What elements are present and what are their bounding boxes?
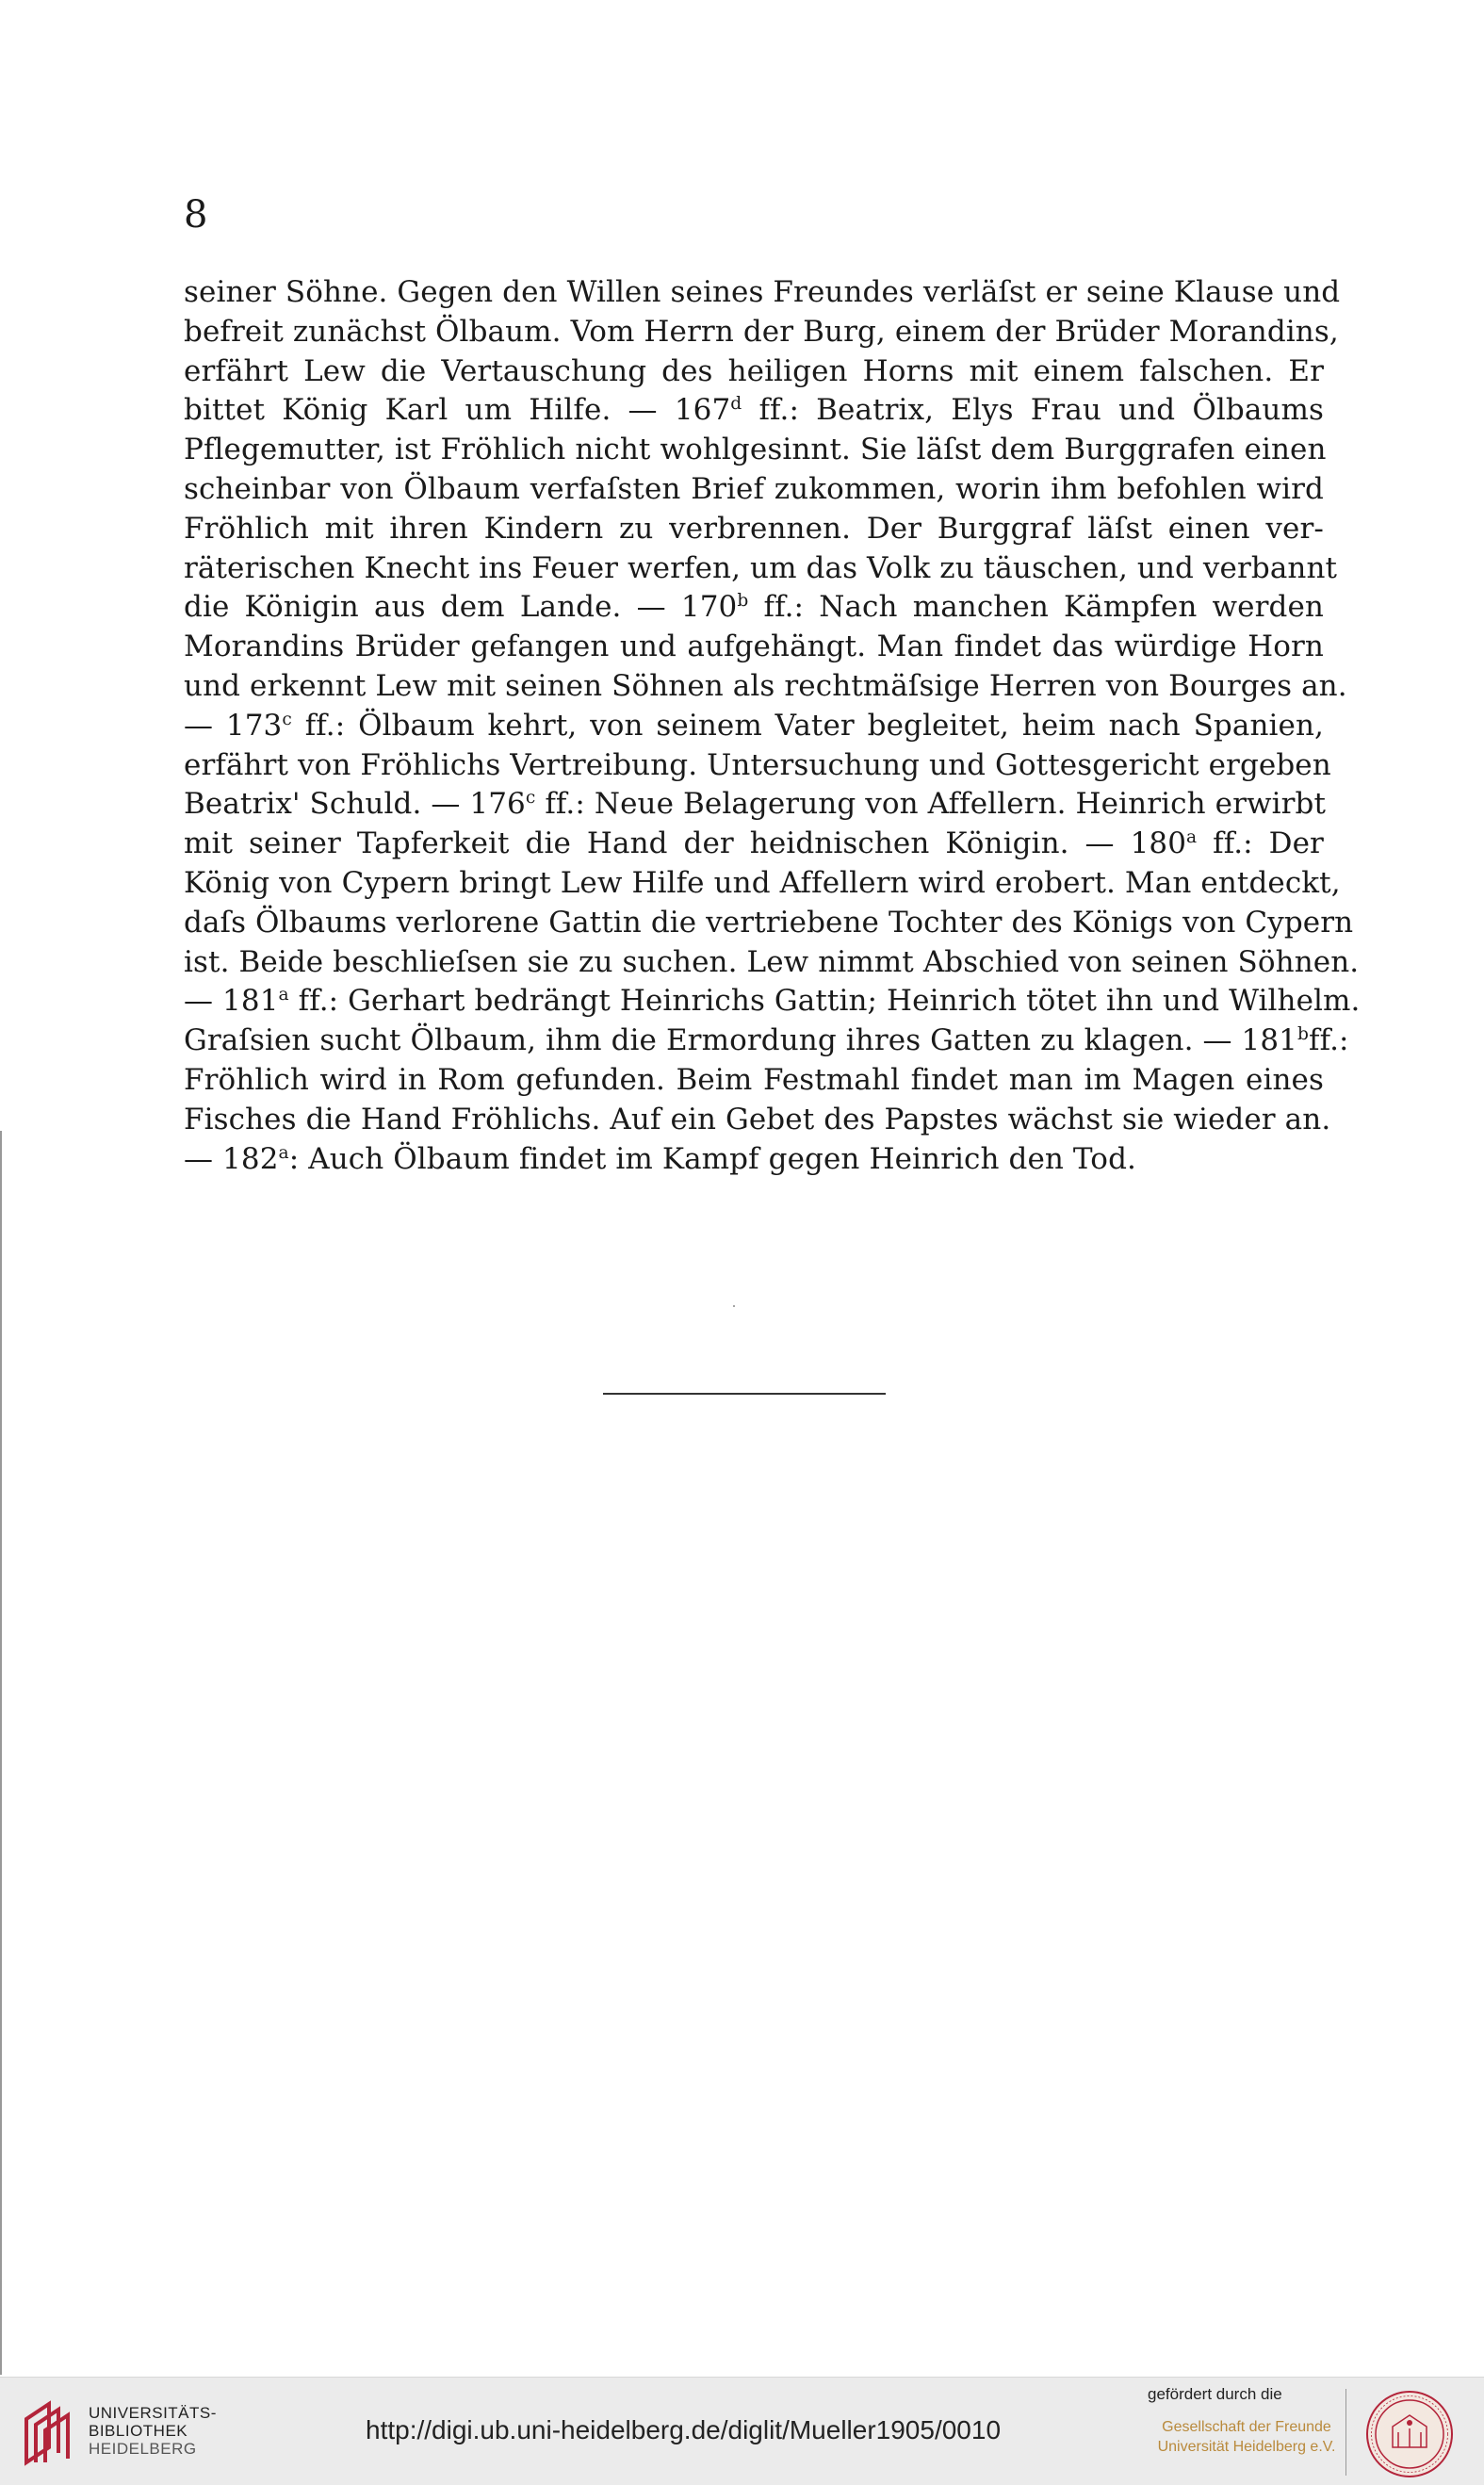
- footer-bar: [0, 2377, 1484, 2485]
- text-line: [184, 746, 1331, 786]
- text-line: [184, 707, 1324, 746]
- superscript: c: [525, 788, 536, 809]
- text-line: [184, 470, 1324, 510]
- text-line: [184, 667, 1347, 707]
- text-segment: scheinbar von Ölbaum verfaſsten Brief zukommen, worin ihm befohlen wird: [184, 471, 1324, 506]
- text-segment: befreit zunächst Ölbaum. Vom Herrn der Burg, einem der Brüder Morandins,: [184, 314, 1339, 349]
- sponsor-block[interactable]: [1148, 2385, 1345, 2457]
- superscript: d: [730, 394, 742, 415]
- text-line: [184, 352, 1324, 392]
- text-segment: ff.:: [1309, 1023, 1349, 1058]
- library-name-line3: HEIDELBERG: [89, 2440, 197, 2458]
- text-line: [184, 628, 1324, 667]
- text-segment: Fröhlich mit ihren Kindern zu verbrennen. Der Burggraf läſst einen ver-: [184, 511, 1324, 546]
- text-line: [184, 588, 1324, 628]
- text-segment: ist. Beide beschlieſsen sie zu suchen. Lew nimmt Abschied von seinen Söhnen.: [184, 944, 1360, 979]
- scan-edge: [0, 1131, 2, 2375]
- text-line: [184, 549, 1338, 589]
- text-line: [184, 864, 1341, 904]
- text-line: [184, 273, 1341, 313]
- text-segment: ff.: Neue Belagerung von Affellern. Heinrich erwirbt: [535, 787, 1327, 822]
- text-segment: ff.: Nach manchen Kämpfen werden: [748, 590, 1324, 625]
- text-segment: ff.: Der: [1197, 826, 1324, 861]
- text-line: [184, 943, 1360, 983]
- body-text: [184, 273, 1361, 1179]
- text-segment: räterischen Knecht ins Feuer werfen, um das Volk zu täuschen, und verbannt: [184, 550, 1338, 585]
- text-line: [184, 431, 1327, 470]
- text-segment: daſs Ölbaums verlorene Gattin die vertriebene Tochter des Königs von Cypern: [184, 905, 1354, 940]
- superscript: a: [278, 985, 289, 1005]
- text-line: [184, 391, 1324, 431]
- university-seal-icon[interactable]: [1364, 2389, 1455, 2479]
- text-line: [184, 785, 1327, 825]
- text-segment: die Königin aus dem Lande. — 170: [184, 590, 738, 625]
- text-segment: Pflegemutter, ist Fröhlich nicht wohlgesinnt. Sie läſst dem Burggrafen einen: [184, 433, 1327, 467]
- text-segment: — 182: [184, 1141, 279, 1176]
- ub-heidelberg-logo-icon[interactable]: [17, 2396, 77, 2466]
- permalink-url[interactable]: http://digi.ub.uni-heidelberg.de/diglit/Mueller1905/0010: [366, 2415, 1002, 2444]
- text-segment: seiner Söhne. Gegen den Willen seines Freundes verläſst er seine Klause und: [184, 275, 1341, 309]
- library-name[interactable]: [89, 2404, 217, 2458]
- superscript: b: [737, 591, 749, 612]
- text-segment: erfährt Lew die Vertauschung des heiligen Horns mit einem falschen. Er: [184, 353, 1324, 388]
- text-segment: und erkennt Lew mit seinen Söhnen als rechtmäſsige Herren von Bourges an.: [184, 668, 1347, 703]
- superscript: a: [278, 1142, 289, 1163]
- text-line: [184, 313, 1339, 352]
- text-segment: Graſsien sucht Ölbaum, ihm die Ermordung ihres Gatten zu klagen. — 181: [184, 1023, 1298, 1058]
- text-segment: erfährt von Fröhlichs Vertreibung. Untersuchung und Gottesgericht ergeben: [184, 747, 1331, 782]
- superscript: b: [1297, 1023, 1310, 1044]
- text-segment: : Auch Ölbaum findet im Kampf gegen Heinrich den Tod.: [288, 1141, 1136, 1176]
- text-segment: ff.: Ölbaum kehrt, von seinem Vater begleitet, heim nach Spanien,: [291, 708, 1324, 743]
- text-segment: Beatrix' Schuld. — 176: [184, 787, 526, 822]
- text-segment: ff.: Beatrix, Elys Frau und Ölbaums: [742, 393, 1324, 428]
- text-line: [184, 982, 1361, 1022]
- text-line: [184, 904, 1354, 943]
- library-name-line1: UNIVERSITÄTS-: [89, 2404, 217, 2422]
- superscript: c: [282, 709, 292, 729]
- scan-speck: [733, 1305, 735, 1307]
- text-line: [184, 1140, 1324, 1180]
- text-segment: Morandins Brüder gefangen und aufgehängt. Man findet das würdige Horn: [184, 629, 1324, 664]
- footer-divider: [1345, 2389, 1346, 2476]
- text-segment: Fisches die Hand Fröhlichs. Auf ein Gebet des Papstes wächst sie wieder an.: [184, 1102, 1331, 1136]
- text-segment: — 181: [184, 984, 279, 1019]
- text-line: [184, 510, 1324, 549]
- closing-rule: [603, 1393, 886, 1395]
- sponsor-name-line1: Gesellschaft der Freunde: [1162, 2419, 1331, 2435]
- library-name-line2: BIBLIOTHEK: [89, 2422, 188, 2440]
- text-segment: ff.: Gerhart bedrängt Heinrichs Gattin; Heinrich tötet ihn und Wilhelm.: [288, 984, 1361, 1019]
- text-line: [184, 1061, 1324, 1101]
- text-segment: — 173: [184, 708, 283, 743]
- superscript: a: [1186, 827, 1198, 847]
- text-segment: Fröhlich wird in Rom gefunden. Beim Festmahl findet man im Magen eines: [184, 1062, 1324, 1097]
- sponsor-intro: gefördert durch die: [1148, 2385, 1282, 2403]
- sponsor-name-line2: Universität Heidelberg e.V.: [1157, 2439, 1336, 2455]
- text-line: [184, 825, 1324, 864]
- text-segment: mit seiner Tapferkeit die Hand der heidnischen Königin. — 180: [184, 826, 1187, 861]
- text-segment: König von Cypern bringt Lew Hilfe und Affellern wird erobert. Man entdeckt,: [184, 865, 1341, 900]
- page-number: 8: [184, 193, 208, 237]
- text-segment: bittet König Karl um Hilfe. — 167: [184, 393, 731, 428]
- text-line: [184, 1022, 1349, 1061]
- text-line: [184, 1101, 1331, 1140]
